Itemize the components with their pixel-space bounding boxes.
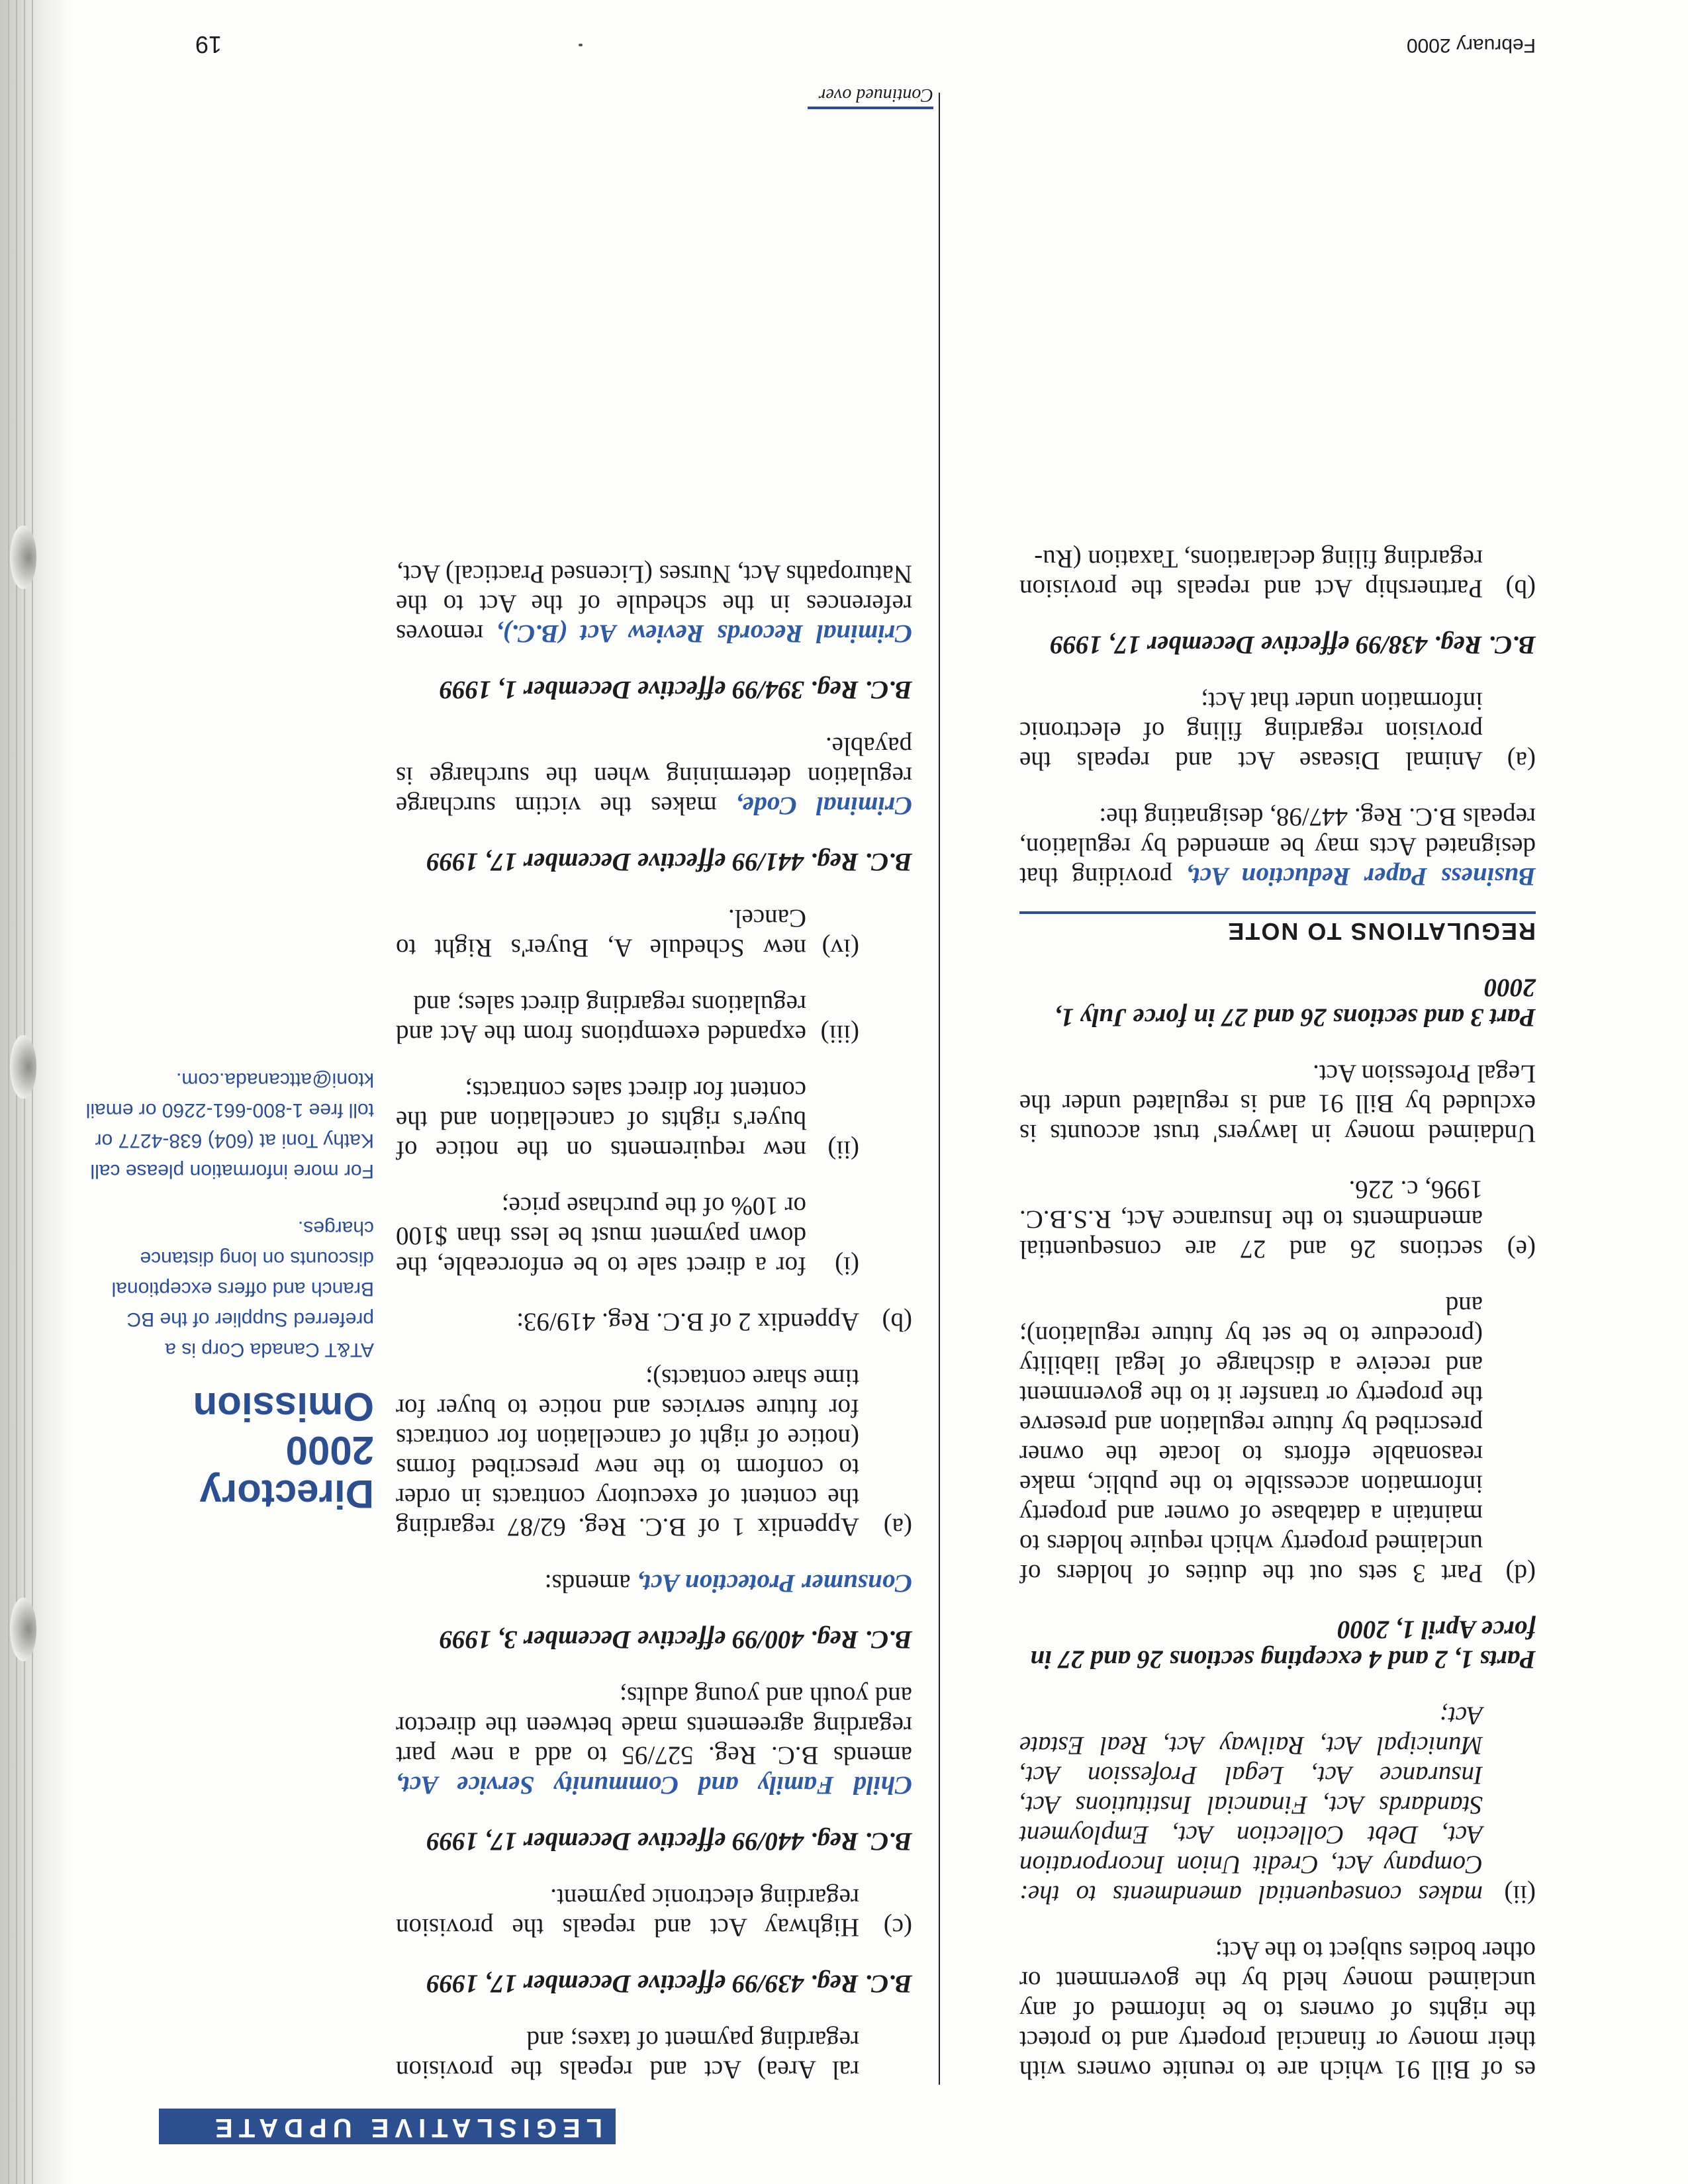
notice-paragraph-contact: For more information please call Kathy Toni at (604) 638-4277 or toll free 1-800-661-2260 or email ktoni@attcanada.com. — [85, 1069, 374, 1182]
paragraph-intro: es of Bill 91 which are to reunite owners with their money or financial property and to protect the rights of owners to be informed of any unclaimed money held by the government or other bodies subject to the Act; — [1019, 1936, 1536, 2084]
regulation-reference-394: B.C. Reg. 394/99 effective December 1, 1999 — [439, 676, 912, 704]
regulation-reference-400: B.C. Reg. 400/99 effective December 3, 1999 — [439, 1625, 912, 1654]
column-left — [1019, 518, 1536, 2085]
list-item-iii: (iii) expanded exemptions from the Act and regulations regarding direct sales; and — [396, 990, 859, 1048]
list-item-ii: (ii) new requirements on the notice of buyer's rights of cancellation and the content for direct sales contracts; — [396, 1076, 859, 1164]
regulation-reference-441: B.C. Reg. 441/99 effective December 17, 1999 — [426, 848, 912, 876]
heading-part3-in-force: Part 3 and sections 26 and 27 in force July 1, 2000 — [1055, 974, 1536, 1032]
paragraph-unclaimed: Undaimed money in lawyers' trust accounts is excluded by Bill 91 and is regulated under the Legal Profession Act. — [1019, 1060, 1536, 1148]
list-item-a: (a) Appendix 1 of B.C. Reg. 62/87 regarding the content of executory contracts in order to conform to the new prescribed forms (notice of right of cancellation for contracts for future services and notice to buyer for time share contacts); — [396, 1364, 912, 1541]
scan-speck — [579, 44, 583, 46]
list-item-b: (b) Appendix 2 of B.C. Reg. 419/93: — [516, 1308, 912, 1336]
notice-title: Directory 2000 Omission — [193, 1385, 374, 1516]
list-item-d: (d) Part 3 sets out the duties of holders of unclaimed property which require holders to maintain a database of owner and property information accessible to the public, make reasonable efforts to locate the owner prescribed by future regulation and preserve the property or transfer it to the government and receive a discharge of legal liability (procedure to be set by future regulation); and — [1019, 1291, 1536, 1588]
page-header-title: LEGISLATIVE UPDATE — [209, 2113, 602, 2142]
regulation-reference-438: B.C. Reg. 438/99 effective December 17, 1999 — [1050, 631, 1536, 659]
paragraph-cfcs: Child Family and Community Service Act, amends B.C. Reg. 527/95 to add a new part regarding agreements made between the director and youth and young adults; — [396, 1682, 912, 1799]
heading-parts-in-force: Parts 1, 2 and 4 excepting sections 26 and 27 in force April 1, 2000 — [1030, 1615, 1536, 1674]
punch-hole-middle — [10, 1035, 36, 1099]
punch-hole-top — [10, 1598, 36, 1661]
regulation-reference-440: B.C. Reg. 440/99 effective December 17, 1999 — [426, 1827, 912, 1856]
punch-hole-bottom — [10, 525, 36, 589]
list-item-e: (e) sections 26 and 27 are consequential amendments to the Insurance Act, R.S.B.C. 1996, c. 226. — [1019, 1175, 1536, 1263]
regulation-reference-439: B.C. Reg. 439/99 effective December 17, 1999 — [426, 1970, 912, 1998]
footer-page-number: 19 — [195, 31, 222, 58]
list-item-iv: (iv) new Schedule A, Buyer's Right to Cancel. — [396, 904, 859, 962]
list-item-i: (i) for a direct sale to be enforceable, the down payment must be less than $100 or 10% of the purchase price; — [396, 1192, 859, 1280]
paragraph-cpa: Consumer Protection Act, amends: — [544, 1569, 912, 1598]
paragraph-criminal-code: Criminal Code, makes the victim surcharge regulation determining when the surcharge is payable. — [395, 732, 912, 820]
section-heading-regulations: REGULATIONS TO NOTE — [1019, 911, 1536, 946]
continued-over-label: Continued over — [808, 84, 933, 109]
paragraph-crra: Criminal Records Review Act (B.C.), removes references in the schedule of the Act to the Naturopaths Act, Nurses (Licensed Practical) Act, — [395, 560, 912, 648]
column-middle — [396, 93, 940, 2085]
column-right-notice — [83, 1038, 374, 1516]
paragraph-bpra: Business Paper Reduction Act, providing that designated Acts may be amended by regulation, repeals B.C. Reg. 447/98, designating the: — [1019, 803, 1536, 891]
notice-paragraph-supplier: AT&T Canada Corp is a preferred Supplier of the BC Branch and offers exceptional discounts on long distance charges. — [111, 1217, 374, 1361]
list-item-c: (c) Highway Act and repeals the provision regarding electronic payment. — [396, 1884, 912, 1942]
list-item-a: (a) Animal Disease Act and repeals the provision regarding filing of electronic information under that Act; — [1019, 687, 1536, 775]
footer-date: February 2000 — [1406, 34, 1536, 56]
list-item-ii: (ii) makes consequential amendments to the: Company Act, Credit Union Incorporation Act, Debt Collection Act, Employment Standards Act, Financial Institutions Act, Insurance Act, Legal Profession Act, Municipal Act, Railway Act, Real Estate Act; — [1019, 1702, 1536, 1909]
paragraph-rural-area: ral Area) Act and repeals the provision regarding payment of taxes; and — [396, 2026, 859, 2084]
list-item-b: (b) Partnership Act and repeals the provision regarding filing declarations, Taxation (Ru- — [1019, 545, 1536, 603]
page-binding-edge — [0, 0, 73, 2184]
